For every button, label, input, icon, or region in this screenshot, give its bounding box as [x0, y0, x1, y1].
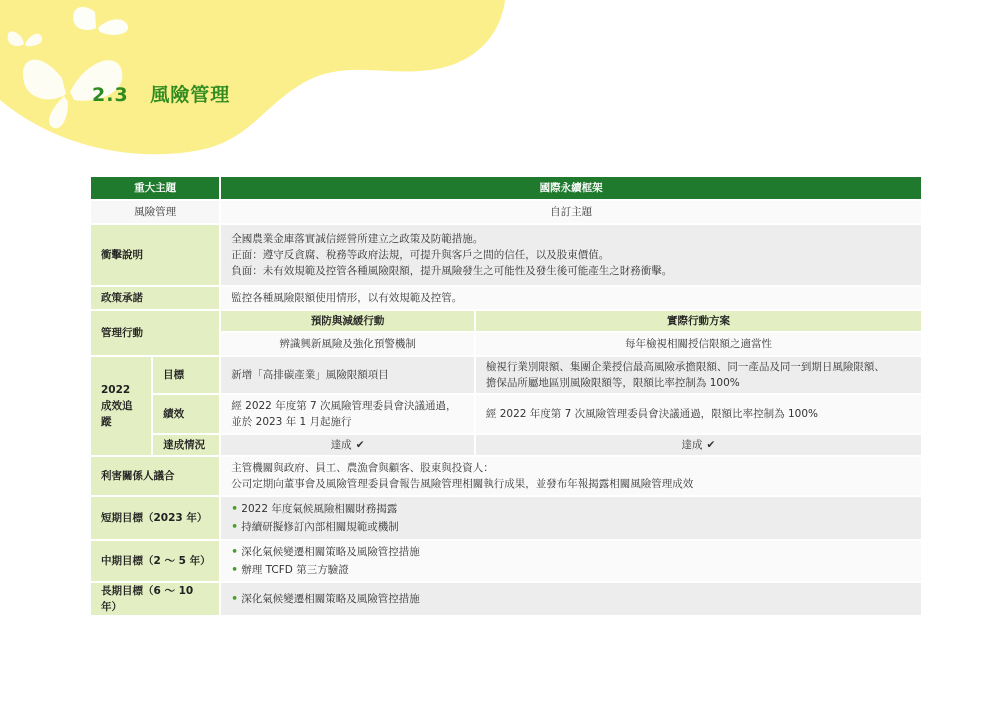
impact-line: 正面：遵守反貪腐、稅務等政府法規，可提升與客戶之間的信任，以及股東價值。	[231, 249, 610, 261]
page-title	[92, 80, 230, 107]
table-row	[91, 225, 921, 285]
bullet-icon: •	[231, 564, 239, 576]
impact-line: 全國農業金庫落實誠信經營所建立之政策及防範措施。	[231, 233, 484, 245]
policy-text: 監控各種風險限額使用情形，以有效規範及控管。	[221, 287, 921, 309]
section-title-text: 風險管理	[150, 84, 231, 106]
table-row	[91, 395, 921, 433]
perf-label: 績效	[153, 395, 219, 433]
col-actual-header: 實際行動方案	[476, 311, 921, 331]
perf-prevent	[221, 395, 474, 433]
management-actual: 每年檢視相關授信限額之適當性	[476, 333, 921, 355]
goal-text: 2022 年度氣候風險相關財務揭露	[241, 503, 398, 515]
stakeholder-line: 公司定期向董事會及風險管理委員會報告風險管理相關執行成果，並發布年報揭露相關風險管理成效	[231, 478, 694, 490]
perf-prevent-line: 並於 2023 年 1 月起施行	[231, 416, 352, 428]
list-item	[231, 561, 911, 579]
topic-name: 風險管理	[91, 201, 219, 223]
goal-actual-line: 擔保品所屬地區別風險限額等，限額比率控制為 100%	[485, 377, 740, 389]
check-icon: ✔	[355, 439, 365, 451]
status-actual-text: 達成	[681, 439, 703, 451]
goal-actual-line: 檢視行業別限額、集團企業授信最高風險承擔限額、同一產品及同一到期日風險限額、	[485, 361, 885, 373]
table-row	[91, 311, 921, 331]
management-label: 管理行動	[91, 311, 219, 355]
stakeholder-text	[221, 457, 921, 495]
header-material-topic: 重大主題	[91, 177, 219, 199]
status-label: 達成情況	[153, 435, 219, 455]
list-item	[231, 518, 911, 536]
impact-description	[221, 225, 921, 285]
goal-label: 目標	[153, 357, 219, 393]
policy-label: 政策承諾	[91, 287, 219, 309]
impact-line: 負面：未有效規範及控管各種風險限額，提升風險發生之可能性及發生後可能產生之財務衝擊。	[231, 265, 673, 277]
bullet-icon: •	[231, 593, 239, 605]
table-row	[91, 457, 921, 495]
tracking-year: 2022	[101, 384, 131, 396]
goal-text: 辦理 TCFD 第三方驗證	[241, 564, 349, 576]
table-row	[91, 201, 921, 223]
bullet-icon: •	[231, 546, 239, 558]
goal-text: 持續研擬修訂內部相關規範或機制	[241, 521, 399, 533]
tracking-text: 成效追蹤	[101, 400, 133, 428]
short-term-goals	[221, 497, 921, 539]
management-prevent: 辨識興新風險及強化預警機制	[221, 333, 474, 355]
list-item	[231, 500, 911, 518]
mid-term-label: 中期目標（2 ～ 5 年）	[91, 541, 219, 581]
section-number: 2.3	[92, 84, 129, 106]
list-item	[231, 543, 911, 561]
table-row	[91, 497, 921, 539]
goal-text: 深化氣候變遷相關策略及風險管控措施	[241, 593, 420, 605]
header-framework: 國際永續框架	[221, 177, 921, 199]
stakeholder-line: 主管機關與政府、員工、農漁會與顧客、股東與投資人：	[231, 462, 494, 474]
table-row	[91, 541, 921, 581]
status-prevent	[221, 435, 474, 455]
short-term-label: 短期目標（2023 年）	[91, 497, 219, 539]
decorative-blob	[0, 0, 520, 160]
col-prevent-header: 預防與減緩行動	[221, 311, 474, 331]
table-row	[91, 583, 921, 615]
stakeholder-label: 利害關係人議合	[91, 457, 219, 495]
goal-prevent: 新增「高排碳產業」風險限額項目	[221, 357, 474, 393]
status-actual	[476, 435, 921, 455]
long-term-label: 長期目標（6 ～ 10 年）	[91, 583, 219, 615]
table-header-row	[91, 177, 921, 199]
check-icon: ✔	[706, 439, 716, 451]
table-row	[91, 435, 921, 455]
perf-actual: 經 2022 年度第 7 次風險管理委員會決議通過，限額比率控制為 100%	[476, 395, 921, 433]
risk-management-table	[89, 175, 923, 617]
mid-term-goals	[221, 541, 921, 581]
list-item	[231, 590, 911, 608]
perf-prevent-line: 經 2022 年度第 7 次風險管理委員會決議通過，	[231, 400, 457, 412]
status-prevent-text: 達成	[330, 439, 352, 451]
impact-label: 衝擊說明	[91, 225, 219, 285]
long-term-goals	[221, 583, 921, 615]
tracking-label	[91, 357, 151, 455]
bullet-icon: •	[231, 503, 239, 515]
topic-framework: 自訂主題	[221, 201, 921, 223]
goal-actual	[476, 357, 921, 393]
table-row	[91, 357, 921, 393]
table-row	[91, 287, 921, 309]
goal-text: 深化氣候變遷相關策略及風險管控措施	[241, 546, 420, 558]
bullet-icon: •	[231, 521, 239, 533]
